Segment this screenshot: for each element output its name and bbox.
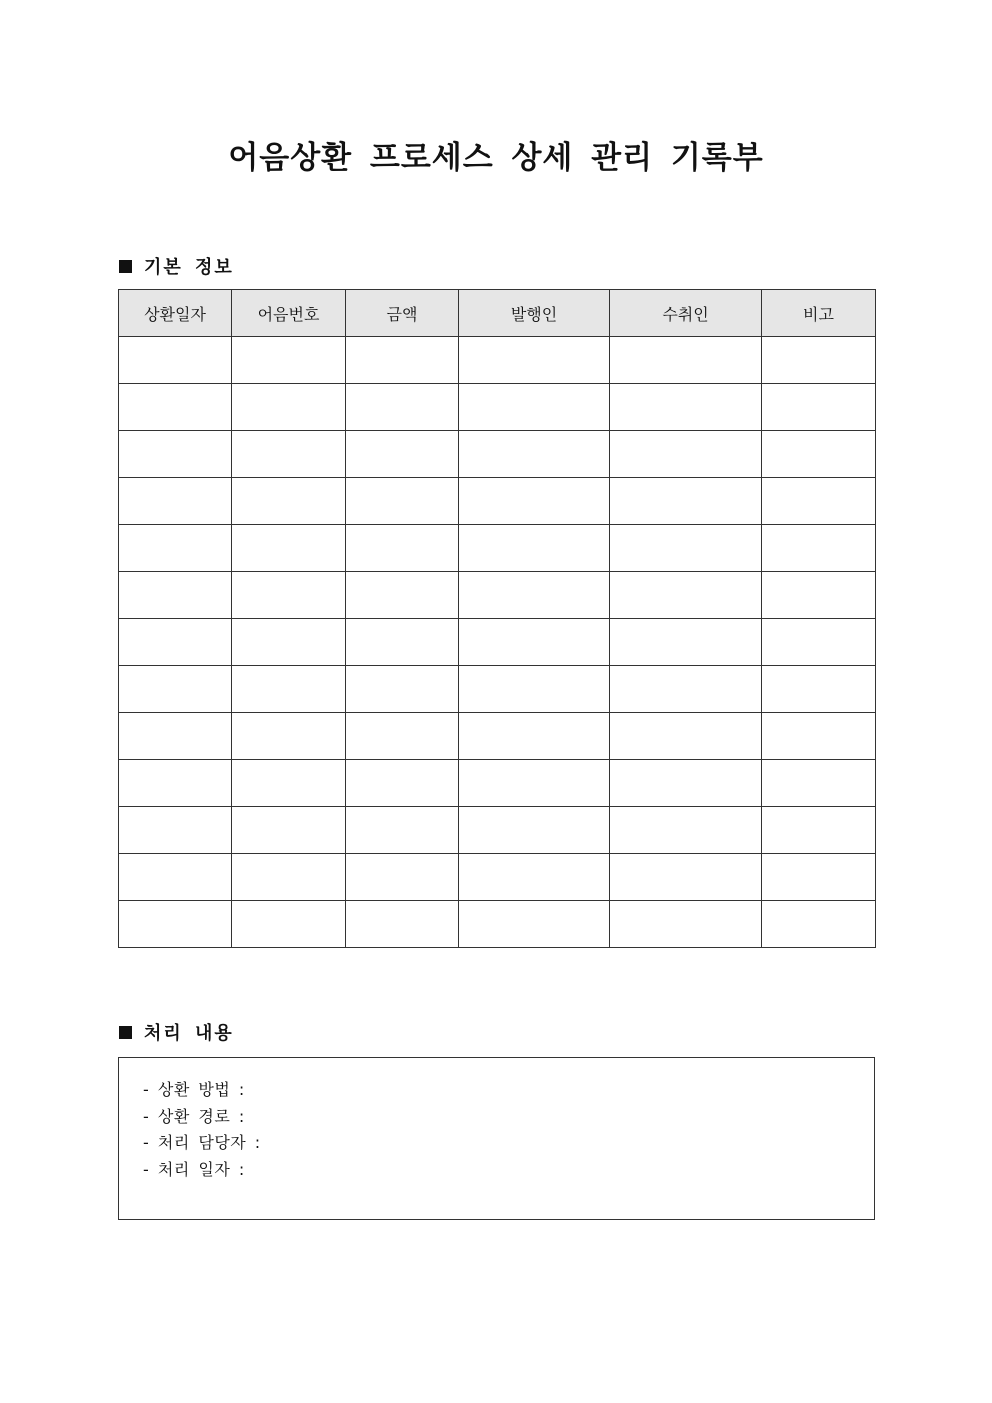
table-cell [459, 854, 610, 901]
table-cell [346, 807, 459, 854]
table-cell [459, 713, 610, 760]
table-cell [232, 572, 346, 619]
table-cell [762, 478, 876, 525]
table-cell [762, 666, 876, 713]
table-cell [346, 337, 459, 384]
column-header-issuer: 발행인 [459, 290, 610, 337]
table-row [119, 572, 876, 619]
table-cell [459, 478, 610, 525]
table-cell [610, 807, 762, 854]
table-cell [610, 431, 762, 478]
table-cell [346, 478, 459, 525]
table-cell [610, 525, 762, 572]
handler-line: - 처리 담당자 : [143, 1133, 261, 1152]
table-cell [346, 901, 459, 948]
table-row [119, 478, 876, 525]
table-row [119, 760, 876, 807]
table-cell [346, 666, 459, 713]
processing-heading-text: 처리 내용 [144, 1023, 234, 1044]
table-row [119, 901, 876, 948]
table-cell [119, 619, 232, 666]
table-cell [762, 760, 876, 807]
table-cell [119, 384, 232, 431]
table-cell [232, 337, 346, 384]
table-cell [762, 431, 876, 478]
table-cell [119, 666, 232, 713]
processing-date-line: - 처리 일자 : [143, 1159, 245, 1179]
table-cell [119, 431, 232, 478]
square-bullet-icon [119, 1026, 132, 1039]
repayment-route-line: - 상환 경로 : [143, 1106, 245, 1126]
table-cell [232, 525, 346, 572]
table-cell [459, 619, 610, 666]
table-cell [762, 572, 876, 619]
table-cell [762, 713, 876, 760]
table-cell [232, 478, 346, 525]
table-cell [119, 525, 232, 572]
table-cell [610, 478, 762, 525]
table-cell [346, 713, 459, 760]
table-cell [610, 854, 762, 901]
table-cell [346, 760, 459, 807]
table-cell [610, 760, 762, 807]
basic-info-heading [119, 253, 234, 279]
table-cell [459, 384, 610, 431]
table-cell [459, 431, 610, 478]
table-cell [346, 572, 459, 619]
table-row [119, 713, 876, 760]
table-cell [459, 807, 610, 854]
table-cell [459, 666, 610, 713]
table-cell [610, 713, 762, 760]
basic-info-heading-text: 기본 정보 [144, 257, 234, 278]
table-row [119, 525, 876, 572]
table-header-row [119, 290, 876, 337]
table-cell [232, 619, 346, 666]
table-cell [119, 478, 232, 525]
table-cell [232, 854, 346, 901]
table-cell [119, 807, 232, 854]
square-bullet-icon [119, 260, 132, 273]
table-cell [762, 384, 876, 431]
table-cell [459, 760, 610, 807]
table-cell [762, 901, 876, 948]
table-cell [459, 901, 610, 948]
table-row [119, 854, 876, 901]
table-cell [610, 901, 762, 948]
table-cell [346, 384, 459, 431]
table-cell [232, 431, 346, 478]
table-cell [459, 337, 610, 384]
table-cell [762, 619, 876, 666]
table-cell [762, 854, 876, 901]
table-cell [459, 572, 610, 619]
table-row [119, 666, 876, 713]
table-cell [119, 854, 232, 901]
table-cell [346, 525, 459, 572]
column-header-note-number: 어음번호 [232, 290, 346, 337]
table-cell [119, 760, 232, 807]
table-cell [610, 384, 762, 431]
basic-info-table [118, 289, 876, 948]
table-cell [346, 854, 459, 901]
column-header-payee: 수취인 [610, 290, 762, 337]
table-cell [119, 572, 232, 619]
table-cell [762, 337, 876, 384]
column-header-repayment-date: 상환일자 [119, 290, 232, 337]
table-cell [119, 337, 232, 384]
table-cell [232, 807, 346, 854]
column-header-remarks: 비고 [762, 290, 876, 337]
table-row [119, 619, 876, 666]
table-cell [232, 760, 346, 807]
table-row [119, 807, 876, 854]
table-cell [762, 807, 876, 854]
column-header-amount: 금액 [346, 290, 459, 337]
table-cell [232, 713, 346, 760]
table-cell [232, 666, 346, 713]
table-cell [610, 666, 762, 713]
table-cell [232, 901, 346, 948]
table-row [119, 337, 876, 384]
table-cell [346, 431, 459, 478]
table-cell [459, 525, 610, 572]
processing-details-box [118, 1057, 875, 1220]
table-cell [119, 713, 232, 760]
table-cell [610, 337, 762, 384]
table-row [119, 431, 876, 478]
table-cell [610, 572, 762, 619]
table-cell [346, 619, 459, 666]
table-row [119, 384, 876, 431]
table-cell [119, 901, 232, 948]
table-cell [762, 525, 876, 572]
table-body [119, 337, 876, 948]
processing-details-list [119, 1058, 874, 1183]
page-title: 어음상환 프로세스 상세 관리 기록부 [228, 140, 764, 176]
processing-heading [119, 1019, 234, 1045]
table-cell [232, 384, 346, 431]
table-cell [610, 619, 762, 666]
repayment-method-line: - 상환 방법 : [143, 1080, 245, 1099]
